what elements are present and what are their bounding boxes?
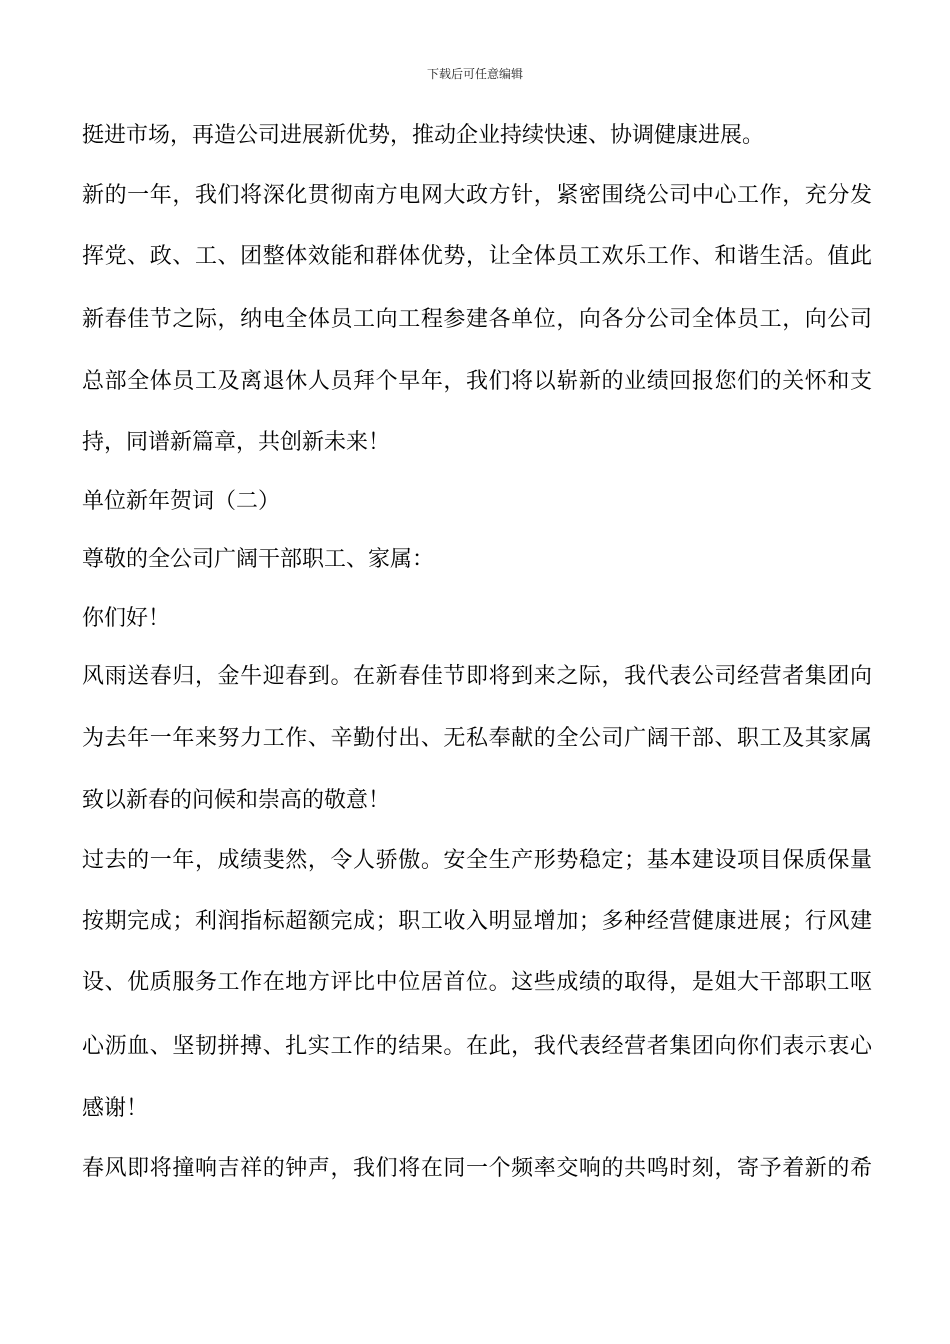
text-line: 风雨送春归，金牛迎春到。在新春佳节即将到来之际，我代表公司经营者集团向: [82, 664, 872, 689]
text-line: 按期完成；利润指标超额完成；职工收入明显增加；多种经营健康进展；行风建: [82, 909, 872, 934]
text-line: 为去年一年来努力工作、辛勤付出、无私奉献的全公司广阔干部、职工及其家属: [82, 726, 872, 751]
section-title: 单位新年贺词（二）: [82, 489, 281, 514]
text-line: 总部全体员工及离退休人员拜个早年，我们将以崭新的业绩回报您们的关怀和支: [82, 369, 872, 394]
text-line: 过去的一年，成绩斐然，令人骄傲。安全生产形势稳定；基本建设项目保质保量: [82, 848, 872, 873]
text-line: 感谢！: [82, 1096, 149, 1121]
text-line: 设、优质服务工作在地方评比中位居首位。这些成绩的取得，是姐大干部职工呕: [82, 970, 872, 995]
text-line: 挥党、政、工、团整体效能和群体优势，让全体员工欢乐工作、和谐生活。值此: [82, 244, 872, 269]
text-line: 新春佳节之际，纳电全体员工向工程参建各单位，向各分公司全体员工，向公司: [82, 307, 872, 332]
greeting: 你们好！: [82, 606, 171, 631]
page-header: 下载后可任意编辑: [426, 67, 523, 81]
text-line: 春风即将撞响吉祥的钟声，我们将在同一个频率交响的共鸣时刻，寄予着新的希: [82, 1156, 872, 1181]
text-line: 致以新春的问候和崇高的敬意！: [82, 788, 391, 813]
text-line: 持，同谱新篇章，共创新未来！: [82, 430, 391, 455]
text-line: 新的一年，我们将深化贯彻南方电网大政方针，紧密围绕公司中心工作，充分发: [82, 183, 872, 208]
text-line: 心沥血、坚韧拼搏、扎实工作的结果。在此，我代表经营者集团向你们表示衷心: [82, 1034, 872, 1059]
text-line: 挺进市场，再造公司进展新优势，推动企业持续快速、协调健康进展。: [82, 123, 765, 148]
salutation: 尊敬的全公司广阔干部职工、家属：: [82, 547, 435, 572]
